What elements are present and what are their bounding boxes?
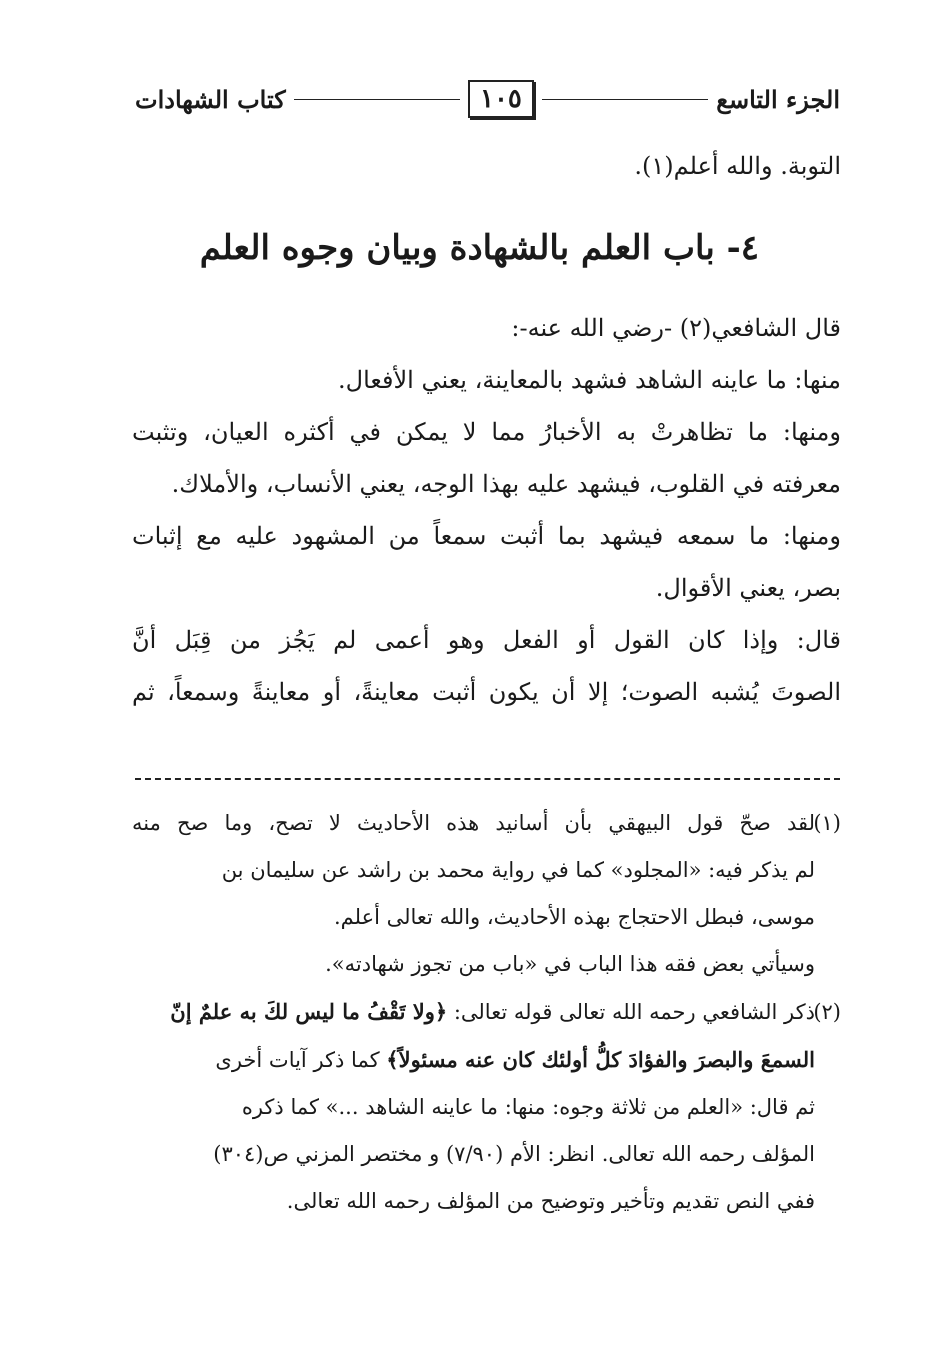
body-line-8: الصوتَ يُشبه الصوت؛ إلا أن يكون أثبت معاينةً، أو معاينةً وسمعاً، ثم	[132, 678, 841, 706]
body-line-7: قال: وإذا كان القول أو الفعل وهو أعمى لم يَجُز من قِبَل أنَّ	[132, 626, 841, 654]
header-rule-left	[294, 99, 460, 100]
footnote-2-number: (٢)	[813, 1000, 841, 1024]
footnote-1-line-1	[132, 800, 841, 847]
body-line-6: بصر، يعني الأقوال.	[655, 574, 841, 602]
body-line-2: منها: ما عاينه الشاهد فشهد بالمعاينة، يعني الأفعال.	[338, 366, 841, 394]
footnote-1-line-3: موسى، فبطل الاحتجاج بهذه الأحاديث، والله تعالى أعلم.	[333, 905, 815, 929]
body-line-0-wrap	[132, 140, 841, 192]
running-header	[135, 76, 840, 122]
body-line-5: ومنها: ما سمعه فيشهد بما أثبت سمعاً من المشهود عليه مع إثبات	[132, 522, 841, 550]
footnote-2-text-1a: ذكر الشافعي رحمه الله تعالى قوله تعالى:	[447, 1000, 815, 1024]
header-rule-right	[542, 99, 708, 100]
footnote-2-line-4: المؤلف رحمه الله تعالى. انظر: الأم (٧/٩٠) و مختصر المزني ص(٣٠٤)	[213, 1142, 815, 1166]
quran-quote-1: ﴿ولا تَقْفُ ما ليس لكَ به علمٌ إنّ	[170, 999, 448, 1024]
footnote-1-text-1: لقد صحّ قول البيهقي بأن أسانيد هذه الأحاديث لا تصح، وما صح منه	[132, 811, 815, 835]
chapter-heading: ٤- باب العلم بالشهادة وبيان وجوه العلم	[199, 228, 759, 268]
footnote-2-line-1	[132, 988, 841, 1036]
body-line-4: معرفته في القلوب، فيشهد عليه بهذا الوجه، يعني الأنساب، والأملاك.	[171, 470, 841, 498]
footnote-2-line-5: ففي النص تقديم وتأخير وتوضيح من المؤلف رحمه الله تعالى.	[286, 1189, 815, 1213]
body-line-0: التوبة. والله أعلم(١).	[634, 152, 841, 180]
body-line-3: ومنها: ما تظاهرتْ به الأخبارُ مما لا يمكن في أكثره العيان، وتثبت	[132, 418, 841, 446]
footnote-separator	[135, 778, 840, 780]
book-title: كتاب الشهادات	[135, 84, 286, 114]
volume-title: الجزء التاسع	[716, 84, 840, 114]
footnote-1-line-2: لم يذكر فيه: «المجلود» كما في رواية محمد بن راشد عن سليمان بن	[221, 858, 815, 882]
footnote-1-number: (١)	[813, 811, 841, 835]
page-number: ١٠٥	[468, 80, 534, 118]
main-text	[132, 302, 841, 718]
body-line-1: قال الشافعي(٢) -رضي الله عنه-:	[511, 314, 841, 342]
footnotes	[132, 800, 841, 1225]
footnote-2-text-2b: كما ذكر آيات أخرى	[215, 1048, 387, 1072]
footnote-1-line-4: وسيأتي بعض فقه هذا الباب في «باب من تجوز شهادته».	[325, 952, 815, 976]
footnote-2-line-2	[132, 1036, 841, 1084]
quran-quote-2: السمعَ والبصرَ والفؤادَ كلُّ أولئك كان عنه مسئولاً﴾	[386, 1047, 815, 1072]
footnote-2-line-3: ثم قال: «العلم من ثلاثة وجوه: منها: ما عاينه الشاهد ...» كما ذكره	[241, 1095, 815, 1119]
